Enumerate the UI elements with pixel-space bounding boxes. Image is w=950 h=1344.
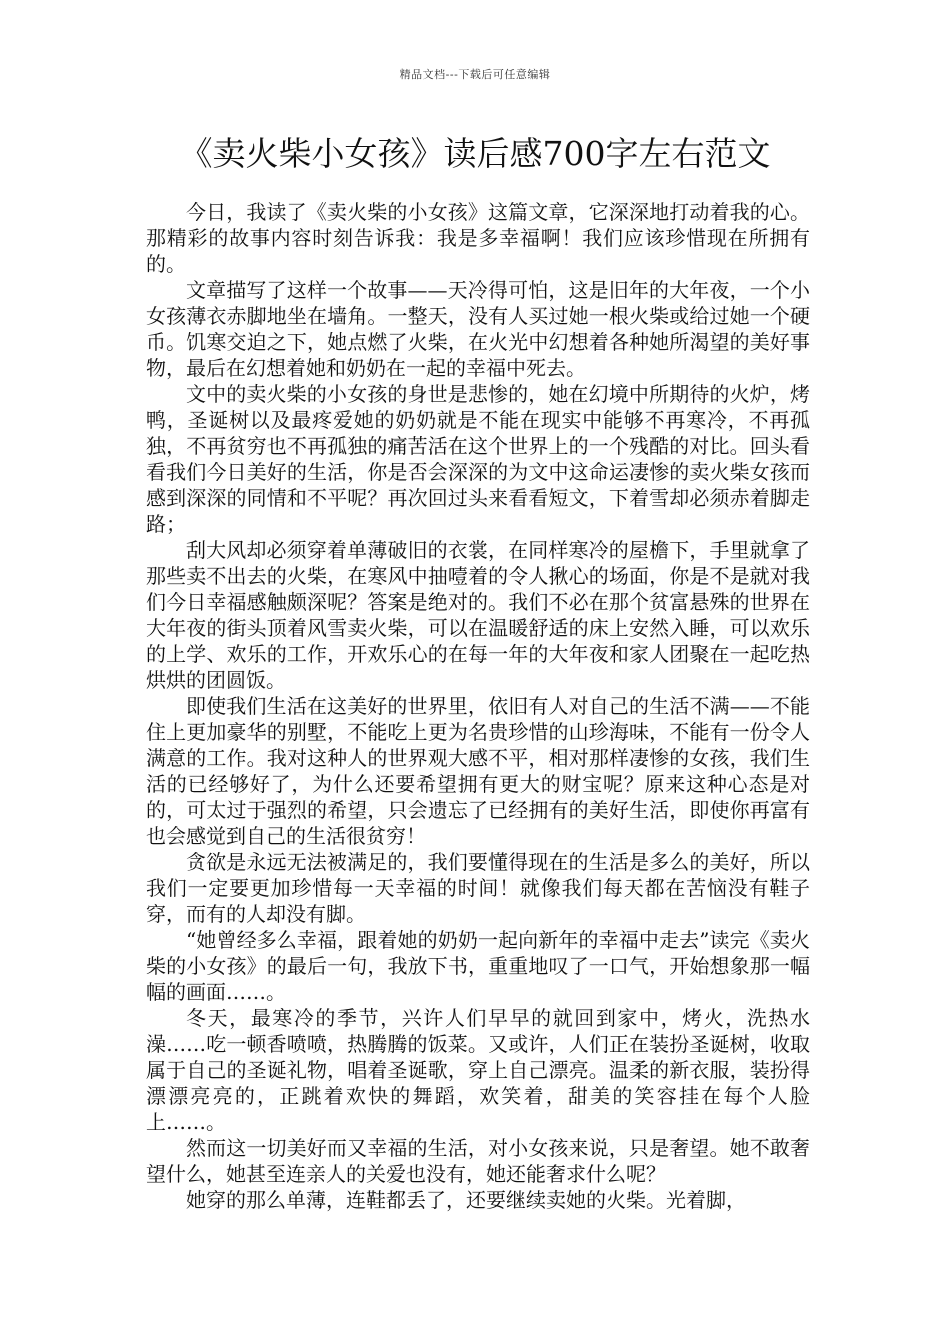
paragraph: 即使我们生活在这美好的世界里，依旧有人对自己的生活不满——不能住上更加豪华的别墅，不能吃上更为名贵珍惜的山珍海味，不能有一份令人满意的工作。我对这种人的世界观大感不平，相对那样凄惨的女孩，我们生活的已经够好了，为什么还要希望拥有更大的财宝呢？原来这种心态是对的，可太过于强烈的希望，只会遗忘了已经拥有的美好生活，即使你再富有也会感觉到自己的生活很贫穷！ — [146, 694, 810, 848]
paragraph: 刮大风却必须穿着单薄破旧的衣裳，在同样寒冷的屋檐下，手里就拿了那些卖不出去的火柴，在寒风中抽噎着的令人揪心的场面，你是不是就对我们今日幸福感触颇深呢？答案是绝对的。我们不必在那个贫富悬殊的世界在大年夜的街头顶着风雪卖火柴，可以在温暖舒适的床上安然入睡，可以欢乐的上学、欢乐的工作，开欢乐心的在每一年的大年夜和家人团聚在一起吃热烘烘的团圆饭。 — [146, 538, 810, 692]
paragraph: 今日，我读了《卖火柴的小女孩》这篇文章，它深深地打动着我的心。那精彩的故事内容时刻告诉我：我是多幸福啊！我们应该珍惜现在所拥有的。 — [146, 200, 810, 276]
paragraph: “她曾经多么幸福，跟着她的奶奶一起向新年的幸福中走去”读完《卖火柴的小女孩》的最后一句，我放下书，重重地叹了一口气，开始想象那一幅幅的画面……。 — [146, 928, 810, 1004]
paragraph: 她穿的那么单薄，连鞋都丢了，还要继续卖她的火柴。光着脚， — [186, 1188, 746, 1212]
paragraph: 贪欲是永远无法被满足的，我们要懂得现在的生活是多么的美好，所以我们一定要更加珍惜每一天幸福的时间！就像我们每天都在苦恼没有鞋子穿，而有的人却没有脚。 — [146, 850, 810, 926]
paragraph: 然而这一切美好而又幸福的生活，对小女孩来说，只是奢望。她不敢奢望什么，她甚至连亲人的关爱也没有，她还能奢求什么呢？ — [146, 1136, 810, 1186]
paragraph: 文中的卖火柴的小女孩的身世是悲惨的，她在幻境中所期待的火炉，烤鸭，圣诞树以及最疼爱她的奶奶就是不能在现实中能够不再寒冷，不再孤独，不再贫穷也不再孤独的痛苦活在这个世界上的一个残酷的对比。回头看看我们今日美好的生活，你是否会深深的为文中这命运凄惨的卖火柴女孩而感到深深的同情和不平呢？再次回过头来看看短文，下着雪却必须赤着脚走路； — [146, 382, 810, 536]
paragraph: 冬天，最寒冷的季节，兴许人们早早的就回到家中，烤火，洗热水澡……吃一顿香喷喷，热腾腾的饭菜。又或许，人们正在装扮圣诞树，收取属于自己的圣诞礼物，唱着圣诞歌，穿上自己漂亮。温柔的新衣服，装扮得漂漂亮亮的，正跳着欢快的舞蹈，欢笑着，甜美的笑容挂在每个人脸上……。 — [146, 1006, 810, 1134]
header-note: 精品文档---下载后可任意编辑 — [399, 68, 551, 81]
document-body — [146, 199, 810, 1213]
paragraph: 文章描写了这样一个故事——天冷得可怕，这是旧年的大年夜，一个小女孩薄衣赤脚地坐在墙角。一整天，没有人买过她一根火柴或给过她一个硬币。饥寒交迫之下，她点燃了火柴，在火光中幻想着各种她所渴望的美好事物，最后在幻想着她和奶奶在一起的幸福中死去。 — [146, 278, 810, 380]
document-title: 《卖火柴小女孩》读后感700字左右范文 — [179, 134, 771, 173]
